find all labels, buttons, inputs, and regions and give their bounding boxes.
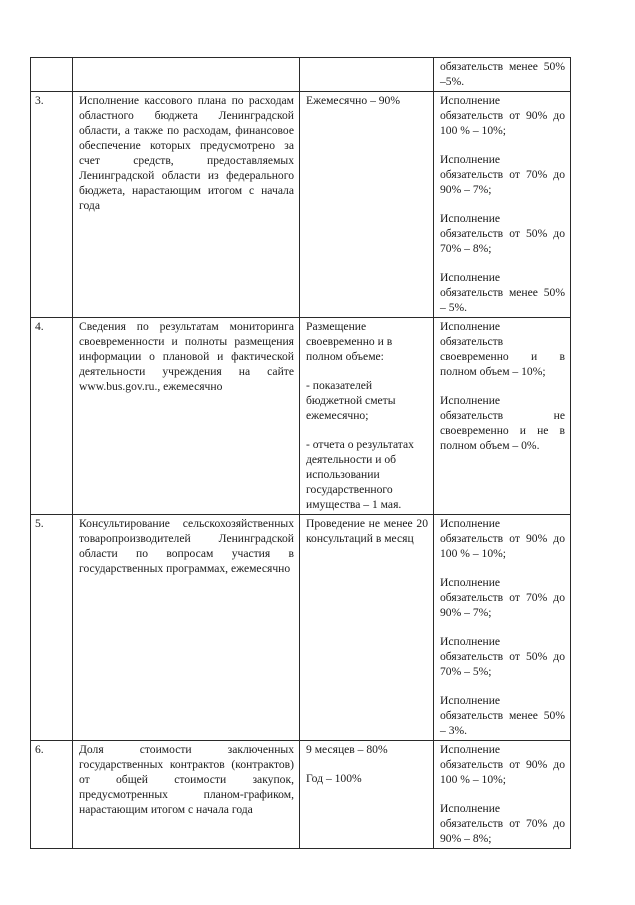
target-item: - показателей бюджетной сметы ежемесячно; <box>306 379 396 422</box>
evaluation-item: Исполнение обязательств от 70% до 90% – 7%; <box>440 576 565 619</box>
row-number-cell: 3. <box>31 92 73 318</box>
target-item: Размещение своевременно и в полном объеме: <box>306 320 393 363</box>
evaluation-item: обязательств менее 50% –5%. <box>440 60 565 88</box>
criteria-table <box>30 57 571 849</box>
evaluation-cell <box>434 92 571 318</box>
target-item: 9 месяцев – 80% <box>306 743 388 756</box>
evaluation-item: Исполнение обязательств от 90% до 100 % – 10%; <box>440 743 565 786</box>
target-cell <box>300 318 434 515</box>
evaluation-item: Исполнение обязательств менее 50% – 5%. <box>440 271 565 314</box>
evaluation-cell <box>434 741 571 849</box>
evaluation-cell <box>434 515 571 741</box>
table-row <box>31 741 571 849</box>
target-item: Год – 100% <box>306 772 362 785</box>
row-number-cell: 6. <box>31 741 73 849</box>
target-cell <box>300 58 434 92</box>
target-item: - отчета о результатах деятельности и об использовании государственного имущества – 1 мая. <box>306 438 414 511</box>
evaluation-item: Исполнение обязательств от 50% до 70% – 5%; <box>440 635 565 678</box>
evaluation-item: Исполнение обязательств от 90% до 100 % – 10%; <box>440 94 565 137</box>
target-item: Ежемесячно – 90% <box>306 94 401 107</box>
evaluation-item: Исполнение обязательств от 70% до 90% – 7%; <box>440 153 565 196</box>
evaluation-item: Исполнение обязательств от 50% до 70% – 8%; <box>440 212 565 255</box>
table-row <box>31 515 571 741</box>
indicator-cell: Консультирование сельскохозяйственных товаропроизводителей Ленинградской области по вопросам участия в государственных программах, ежемесячно <box>73 515 300 741</box>
table-row <box>31 318 571 515</box>
row-number-cell: 4. <box>31 318 73 515</box>
indicator-cell <box>73 58 300 92</box>
evaluation-item: Исполнение обязательств от 90% до 100 % – 10%; <box>440 517 565 560</box>
evaluation-item: Исполнение обязательств менее 50% – 3%. <box>440 694 565 737</box>
evaluation-cell <box>434 318 571 515</box>
table-row <box>31 58 571 92</box>
target-item: Проведение не менее 20 консультаций в месяц <box>306 517 428 545</box>
evaluation-item: Исполнение обязательств своевременно и в полном объем – 10%; <box>440 320 565 378</box>
target-cell <box>300 92 434 318</box>
row-number-cell <box>31 58 73 92</box>
row-number-cell: 5. <box>31 515 73 741</box>
indicator-cell: Доля стоимости заключенных государственных контрактов (контрактов) от общей стоимости закупок, предусмотренных планом-графиком, нарастающим итогом с начала года <box>73 741 300 849</box>
evaluation-item: Исполнение обязательств от 70% до 90% – 8%; <box>440 802 565 845</box>
indicator-cell: Сведения по результатам мониторинга своевременности и полноты размещения информации о плановой и фактической деятельности учреждения на сайте www.bus.gov.ru., ежемесячно <box>73 318 300 515</box>
indicator-cell: Исполнение кассового плана по расходам областного бюджета Ленинградской области, а также по расходам, финансовое обеспечение которых предусмотрено за счет средств, предоставляемых Ленинградской области из федерального бюджета, нарастающим итогом с начала года <box>73 92 300 318</box>
target-cell <box>300 515 434 741</box>
table-row <box>31 92 571 318</box>
evaluation-cell <box>434 58 571 92</box>
target-cell <box>300 741 434 849</box>
evaluation-item: Исполнение обязательств не своевременно и не в полном объем – 0%. <box>440 394 565 452</box>
